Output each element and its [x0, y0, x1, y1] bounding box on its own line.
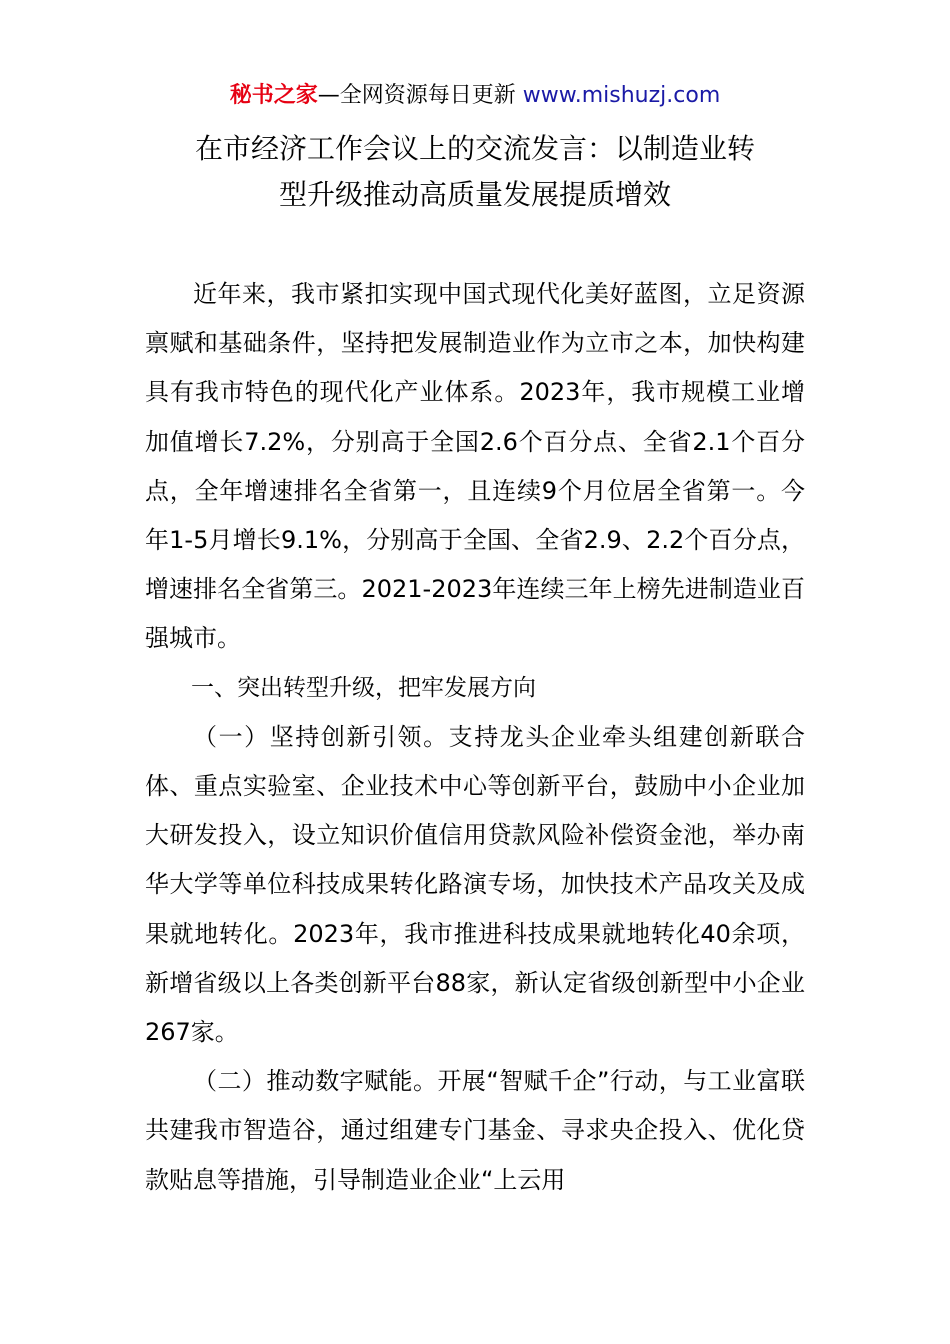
site-slogan: —全网资源每日更新	[317, 83, 516, 108]
intro-paragraph: 近年来，我市紧扣实现中国式现代化美好蓝图，立足资源禀赋和基础条件，坚持把发展制造业作为立市之本，加快构建具有我市特色的现代化产业体系。2023年，我市规模工业增加值增长7.2%，分别高于全国2.6个百分点、全省2.1个百分点，全年增速排名全省第一，且连续9个月位居全省第一。今年1-5月增长9.1%，分别高于全国、全省2.9、2.2个百分点，增速排名全省第三。2021-2023年连续三年上榜先进制造业百强城市。	[145, 280, 805, 653]
digital-paragraph: （二）推动数字赋能。开展“智赋千企”行动，与工业富联共建我市智造谷，通过组建专门基金、寻求央企投入、优化贷款贴息等措施，引导制造业企业“上云用	[145, 1067, 805, 1194]
document-title	[145, 126, 805, 218]
innovation-paragraph: （一）坚持创新引领。支持龙头企业牵头组建创新联合体、重点实验室、企业技术中心等创新平台，鼓励中小企业加大研发投入，设立知识价值信用贷款风险补偿资金池，举办南华大学等单位科技成果转化路演专场，加快技术产品攻关及成果就地转化。2023年，我市推进科技成果就地转化40余项，新增省级以上各类创新平台88家，新认定省级创新型中小企业267家。	[145, 722, 805, 1047]
site-url[interactable]: www.mishuzj.com	[522, 83, 721, 108]
title-line-1: 在市经济工作会议上的交流发言：以制造业转	[194, 132, 755, 165]
document-body	[145, 270, 805, 1205]
site-header	[0, 80, 950, 112]
section-heading: 一、突出转型升级，把牢发展方向	[191, 674, 536, 701]
site-brand: 秘书之家	[229, 83, 318, 108]
title-line-2: 型升级推动高质量发展提质增效	[278, 178, 671, 211]
